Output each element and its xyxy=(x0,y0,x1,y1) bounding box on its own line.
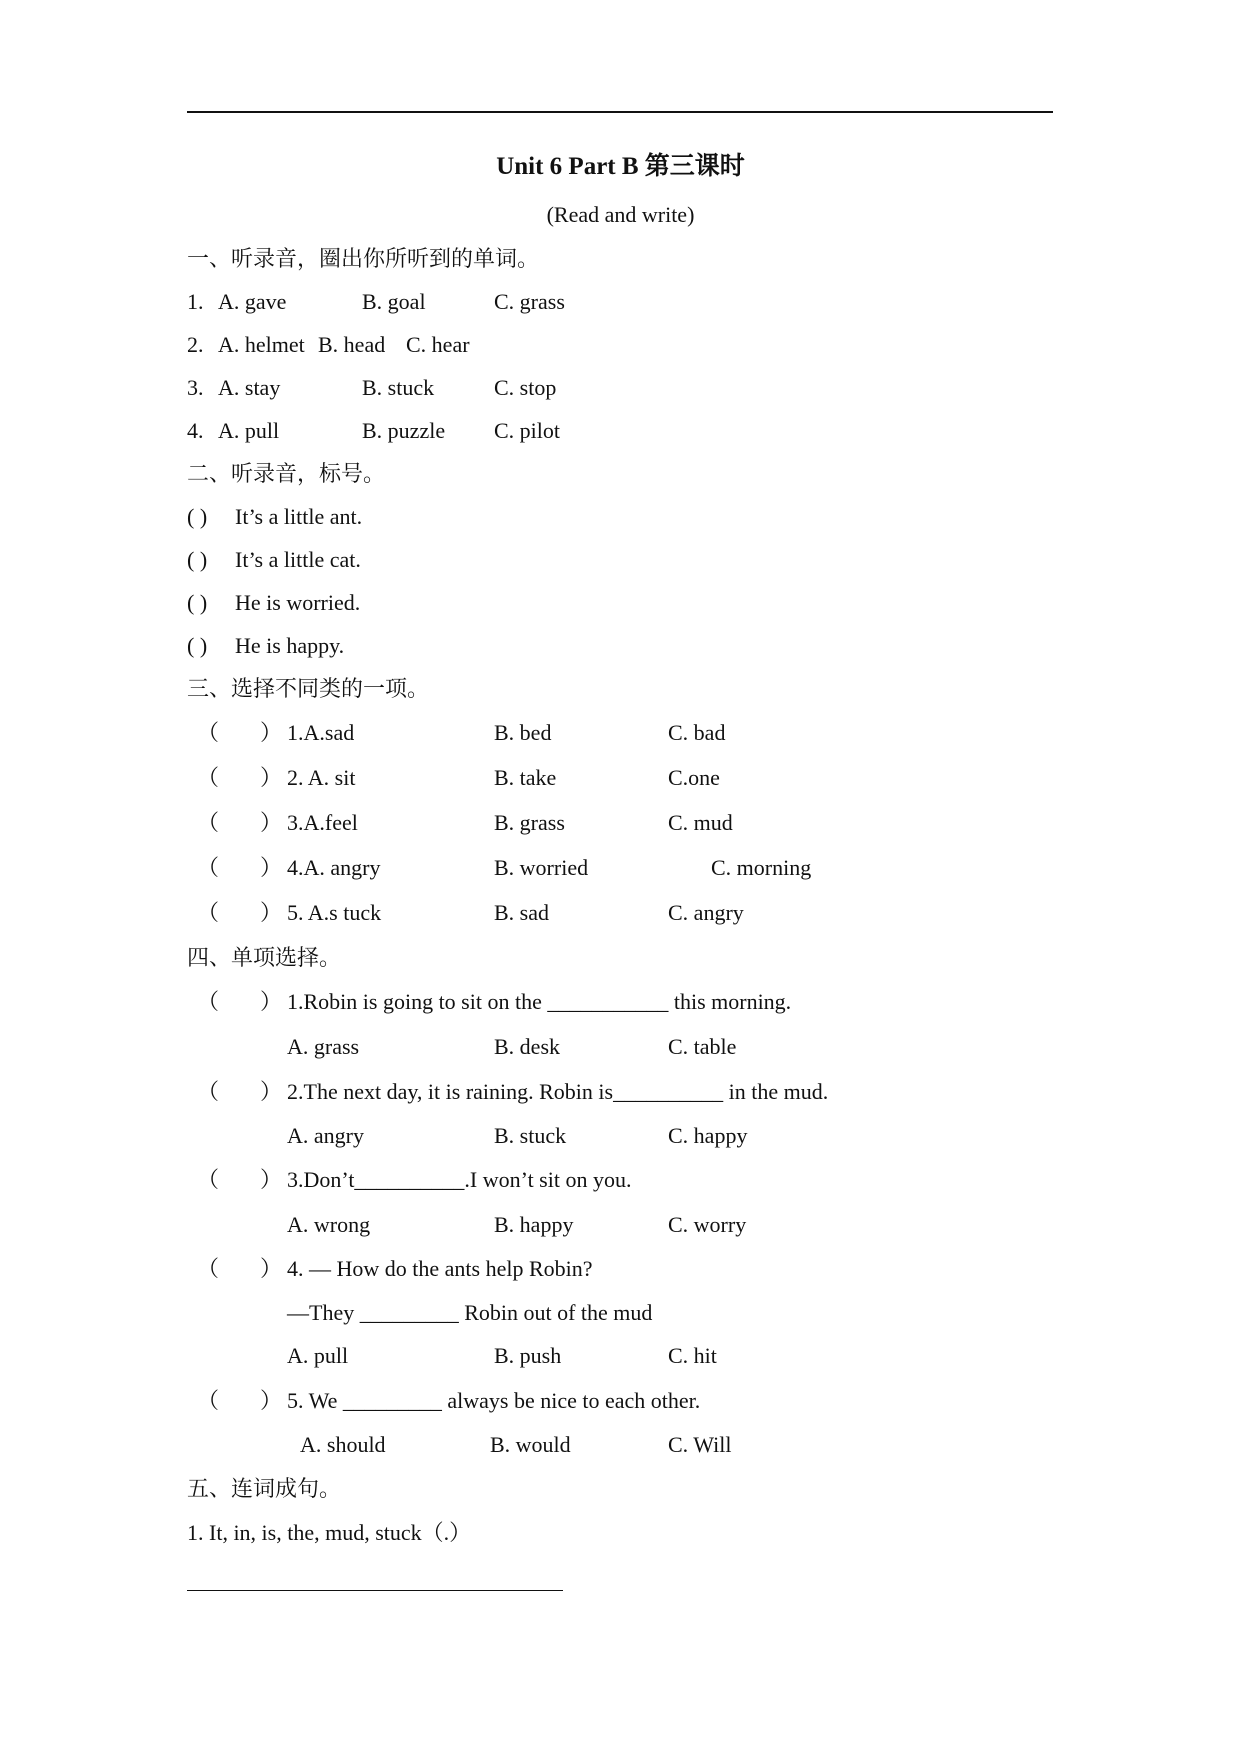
option-a: 4.A. angry xyxy=(287,855,381,880)
option-b: B. take xyxy=(494,765,557,790)
option-c: C. hear xyxy=(406,332,470,357)
answer-paren-close: ） xyxy=(260,720,283,745)
option-b: B. stuck xyxy=(362,375,435,400)
option-a: A. should xyxy=(300,1432,386,1457)
option-c: C. morning xyxy=(711,855,812,880)
answer-paren: ( ) xyxy=(187,504,208,529)
answer-paren: ( ) xyxy=(187,547,208,572)
option-b: B. head xyxy=(318,332,386,357)
question-text-line2: —They _________ Robin out of the mud xyxy=(287,1300,653,1325)
answer-paren: ( ) xyxy=(187,633,208,658)
section-5-heading: 五、连词成句。 xyxy=(187,1476,342,1501)
option-b: B. goal xyxy=(362,289,426,314)
option-c: C. angry xyxy=(668,900,744,925)
page-subtitle: (Read and write) xyxy=(546,202,695,227)
item-text: He is worried. xyxy=(235,590,361,615)
answer-paren-close: ） xyxy=(260,989,283,1014)
answer-line xyxy=(187,1590,563,1591)
item-number: 3. xyxy=(187,375,204,400)
option-c: C. mud xyxy=(668,810,733,835)
answer-paren-open: （ xyxy=(197,1256,220,1281)
option-a: 2. A. sit xyxy=(287,765,356,790)
answer-paren-close: ） xyxy=(260,900,283,925)
answer-paren-open: （ xyxy=(197,855,220,880)
answer-paren-open: （ xyxy=(197,810,220,835)
answer-paren-open: （ xyxy=(197,1079,220,1104)
option-a: A. pull xyxy=(287,1343,349,1368)
option-c: C.one xyxy=(668,765,720,790)
answer-paren-close: ） xyxy=(260,855,283,880)
answer-paren-open: （ xyxy=(197,765,220,790)
question-text: 2.The next day, it is raining. Robin is__________ in the mud. xyxy=(287,1079,829,1104)
option-b: B. grass xyxy=(494,810,565,835)
option-c: C. happy xyxy=(668,1123,748,1148)
option-b: B. happy xyxy=(494,1212,574,1237)
answer-paren-close: ） xyxy=(260,765,283,790)
option-a: 5. A.s tuck xyxy=(287,900,382,925)
option-c: C. table xyxy=(668,1034,737,1059)
question-text: 1.Robin is going to sit on the ___________ this morning. xyxy=(287,989,792,1014)
section-2-heading: 二、听录音，标号。 xyxy=(187,461,386,486)
option-c: C. worry xyxy=(668,1212,747,1237)
list-item: 1. It, in, is, the, mud, stuck（.） xyxy=(187,1520,472,1545)
item-number: 4. xyxy=(187,418,204,443)
option-a: A. pull xyxy=(218,418,280,443)
option-b: B. worried xyxy=(494,855,589,880)
answer-paren-close: ） xyxy=(260,810,283,835)
answer-paren-close: ） xyxy=(260,1079,283,1104)
option-b: B. desk xyxy=(494,1034,560,1059)
option-b: B. sad xyxy=(494,900,549,925)
option-a: 3.A.feel xyxy=(287,810,358,835)
section-4-heading: 四、单项选择。 xyxy=(187,945,342,970)
page-title: Unit 6 Part B 第三课时 xyxy=(496,153,745,180)
option-a: 1.A.sad xyxy=(287,720,355,745)
answer-paren: ( ) xyxy=(187,590,208,615)
option-c: C. hit xyxy=(668,1343,717,1368)
option-b: B. push xyxy=(494,1343,562,1368)
option-c: C. bad xyxy=(668,720,726,745)
item-text: He is happy. xyxy=(235,633,345,658)
option-c: C. Will xyxy=(668,1432,732,1457)
section-3-heading: 三、选择不同类的一项。 xyxy=(187,676,430,701)
option-c: C. stop xyxy=(494,375,557,400)
option-b: B. puzzle xyxy=(362,418,446,443)
answer-paren-close: ） xyxy=(260,1167,283,1192)
answer-paren-open: （ xyxy=(197,989,220,1014)
question-text: 5. We _________ always be nice to each other. xyxy=(287,1388,701,1413)
option-a: A. angry xyxy=(287,1123,364,1148)
option-b: B. stuck xyxy=(494,1123,567,1148)
answer-paren-open: （ xyxy=(197,1388,220,1413)
answer-paren-open: （ xyxy=(197,900,220,925)
option-c: C. grass xyxy=(494,289,565,314)
section-1-heading: 一、听录音，圈出你所听到的单词。 xyxy=(187,246,540,271)
answer-paren-close: ） xyxy=(260,1256,283,1281)
option-a: A. wrong xyxy=(287,1212,371,1237)
answer-paren-open: （ xyxy=(197,720,220,745)
answer-paren-open: （ xyxy=(197,1167,220,1192)
option-a: A. helmet xyxy=(218,332,305,357)
item-number: 2. xyxy=(187,332,204,357)
option-b: B. would xyxy=(490,1432,571,1457)
item-text: It’s a little cat. xyxy=(235,547,361,572)
item-number: 1. xyxy=(187,289,204,314)
question-text: 4. — How do the ants help Robin? xyxy=(287,1256,593,1281)
option-a: A. stay xyxy=(218,375,281,400)
question-text: 3.Don’t__________.I won’t sit on you. xyxy=(287,1167,632,1192)
option-a: A. gave xyxy=(218,289,287,314)
option-a: A. grass xyxy=(287,1034,360,1059)
option-c: C. pilot xyxy=(494,418,561,443)
item-text: It’s a little ant. xyxy=(235,504,363,529)
answer-paren-close: ） xyxy=(260,1388,283,1413)
header-rule xyxy=(187,111,1053,113)
option-b: B. bed xyxy=(494,720,552,745)
